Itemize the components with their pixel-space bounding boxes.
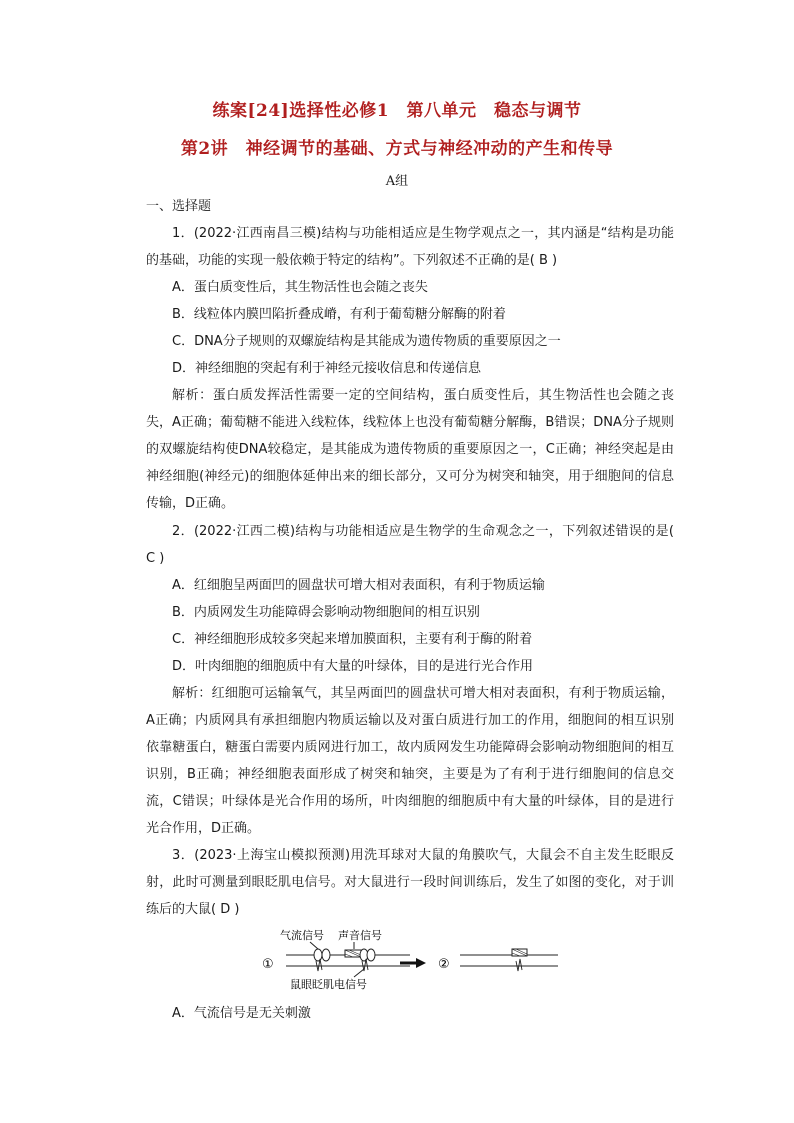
sound-signal-label: 声音信号 [338,929,382,942]
page-title-line1: 练案[24]选择性必修1 第八单元 稳态与调节 [212,101,582,121]
q3-option-a: A．气流信号是无关刺激 [172,1006,311,1021]
q2-stem: 2．(2022·江西二模)结构与功能相适应是生物学的生命观念之一，下列叙述错误的是( C ) [146,524,674,566]
group-label: A组 [385,174,409,189]
q2-option-b: B．内质网发生功能障碍会影响动物细胞间的相互识别 [172,605,480,620]
q2-option-d: D．叶肉细胞的细胞质中有大量的叶绿体，目的是进行光合作用 [172,659,534,674]
q1-stem: 1．(2022·江西南昌三模)结构与功能相适应是生物学观点之一，其内涵是“结构是功能的基础，功能的实现一般依赖于特定的结构”。下列叙述不正确的是( B ) [146,226,674,268]
airflow-signal-label: 气流信号 [280,929,324,942]
q2-option-a: A．红细胞呈两面凹的圆盘状可增大相对表面积，有利于物质运输 [172,578,545,593]
q1-option-c: C．DNA分子规则的双螺旋结构是其能成为遗传物质的重要原因之一 [172,334,561,349]
q2-option-c: C．神经细胞形成较多突起来增加膜面积，主要有利于酶的附着 [172,632,533,647]
emg-spike-icon-2 [516,959,522,971]
page-title-line2: 第2讲 神经调节的基础、方式与神经冲动的产生和传导 [180,139,614,159]
q1-option-a: A．蛋白质变性后，其生物活性也会随之丧失 [172,280,428,295]
q2-analysis: 解析：红细胞可运输氧气，其呈两面凹的圆盘状可增大相对表面积，有利于物质运输，A正确；内质网具有承担细胞内物质运输以及对蛋白质进行加工的作用，细胞间的相互识别依靠糖蛋白，糖蛋白需要内质网进行加工，故内质网发生功能障碍会影响动物细胞间的相互识别，B正确；神经细胞表面形成了树突和轴突，主要是为了有利于进行细胞间的信息交流，C错误；叶绿体是光合作用的场所，叶肉细胞的细胞质中有大量的叶绿体，目的是进行光合作用，D正确。 [146,686,674,836]
q1-option-d: D．神经细胞的突起有利于神经元接收信息和传递信息 [172,361,482,376]
q3-figure [250,925,570,995]
figure-label-1: ① [262,957,274,972]
airflow-pulse-icon [314,949,322,961]
q3-stem: 3．(2023·上海宝山模拟预测)用洗耳球对大鼠的角膜吹气，大鼠会不自主发生眨眼反射，此时可测量到眼眨肌电信号。对大鼠进行一段时间训练后，发生了如图的变化，对于训练后的大鼠( D ) [146,848,674,917]
q1-analysis: 解析：蛋白质发挥活性需要一定的空间结构，蛋白质变性后，其生物活性也会随之丧失，A正确；葡萄糖不能进入线粒体，线粒体上也没有葡萄糖分解酶，B错误；DNA分子规则的双螺旋结构使DNA较稳定，是其能成为遗传物质的重要原因之一，C正确；神经突起是由神经细胞(神经元)的细胞体延伸出来的细长部分，又可分为树突和轴突，用于细胞间的信息传输，D正确。 [146,388,674,511]
q1-option-b: B．线粒体内膜凹陷折叠成嵴，有利于葡萄糖分解酶的附着 [172,307,506,322]
emg-signal-label: 鼠眼眨肌电信号 [290,978,367,991]
figure-label-2: ② [438,957,450,972]
section-title: 一、选择题 [146,199,212,214]
